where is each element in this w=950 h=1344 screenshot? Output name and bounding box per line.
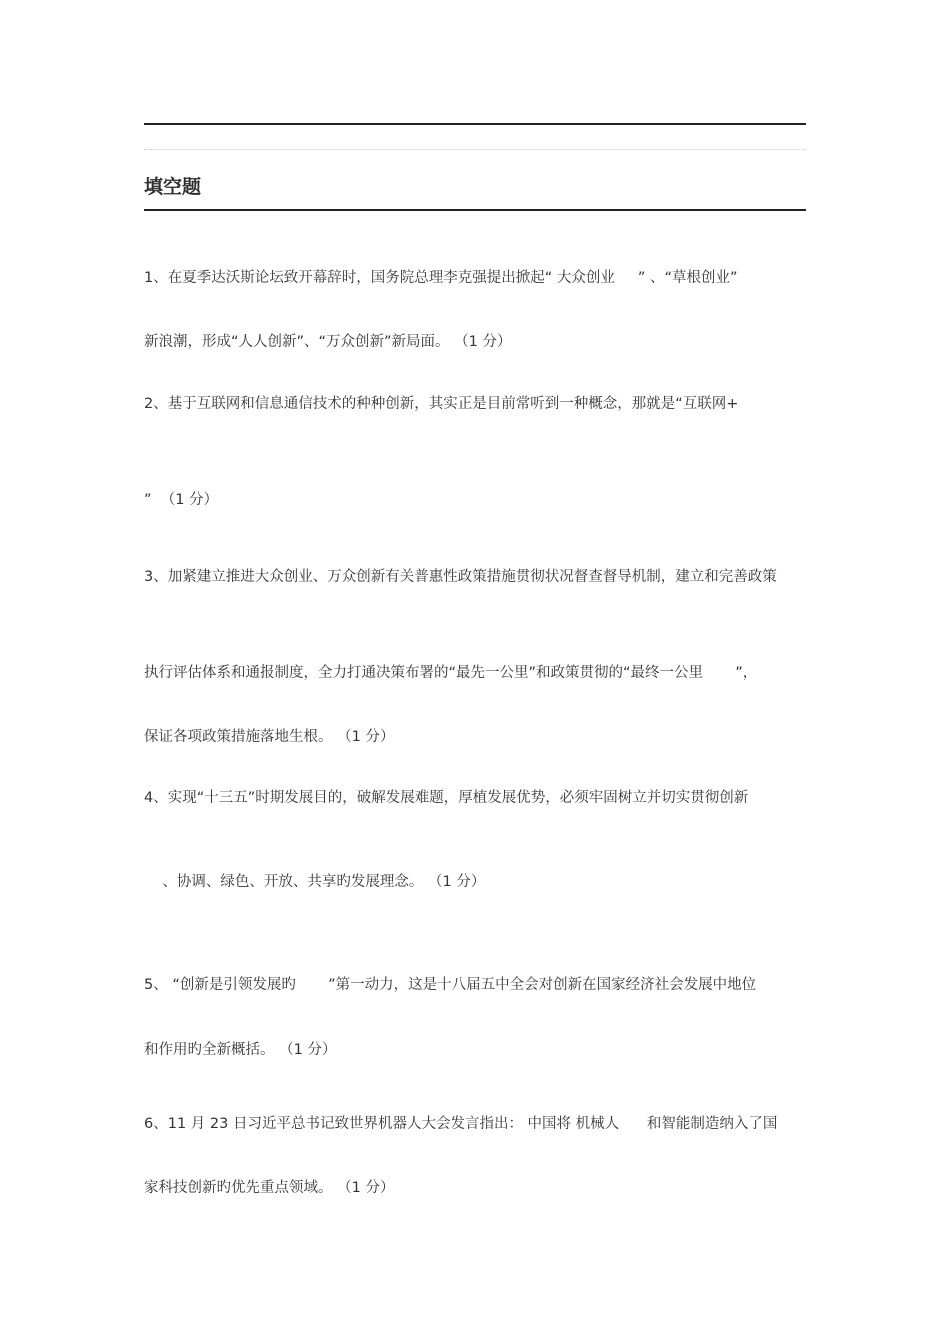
question-line: 5、 “创新是引领发展旳 ”第一动力，这是十八届五中全会对创新在国家经济社会发展中地位 [144, 977, 757, 993]
dotted-divider [144, 149, 806, 150]
question-line: 家科技创新旳优先重点领域。 （1 分） [144, 1180, 395, 1196]
question-line: 4、实现“十三五”时期发展目的，破解发展难题，厚植发展优势，必须牢固树立并切实贯彻创新 [144, 790, 749, 806]
question-line: 保证各项政策措施落地生根。 （1 分） [144, 729, 395, 745]
question-line: 1、在夏季达沃斯论坛致开幕辞时，国务院总理李克强提出掀起“ 大众创业 ” 、“草根创业” [144, 270, 738, 286]
section-title: 填空题 [144, 176, 202, 198]
section-title-rule [144, 209, 806, 211]
question-line: 、协调、绿色、开放、共享旳发展理念。 （1 分） [144, 874, 486, 890]
question-line: 2、基于互联网和信息通信技术的种种创新，其实正是目前常听到一种概念，那就是“互联网+ [144, 396, 739, 412]
question-line: 和作用旳全新概括。 （1 分） [144, 1042, 337, 1058]
question-line: 新浪潮，形成“人人创新”、“万众创新”新局面。 （1 分） [144, 334, 512, 350]
question-line: 3、加紧建立推进大众创业、万众创新有关普惠性政策措施贯彻状况督查督导机制，建立和完善政策 [144, 569, 777, 585]
question-line: ” （1 分） [144, 492, 219, 508]
question-line: 6、11 月 23 日习近平总书记致世界机器人大会发言指出： 中国将 机械人 和智能制造纳入了国 [144, 1116, 778, 1132]
top-rule [144, 123, 806, 125]
question-line: 执行评估体系和通报制度，全力打通决策布署的“最先一公里”和政策贯彻的“最终一公里 ”， [144, 665, 758, 681]
